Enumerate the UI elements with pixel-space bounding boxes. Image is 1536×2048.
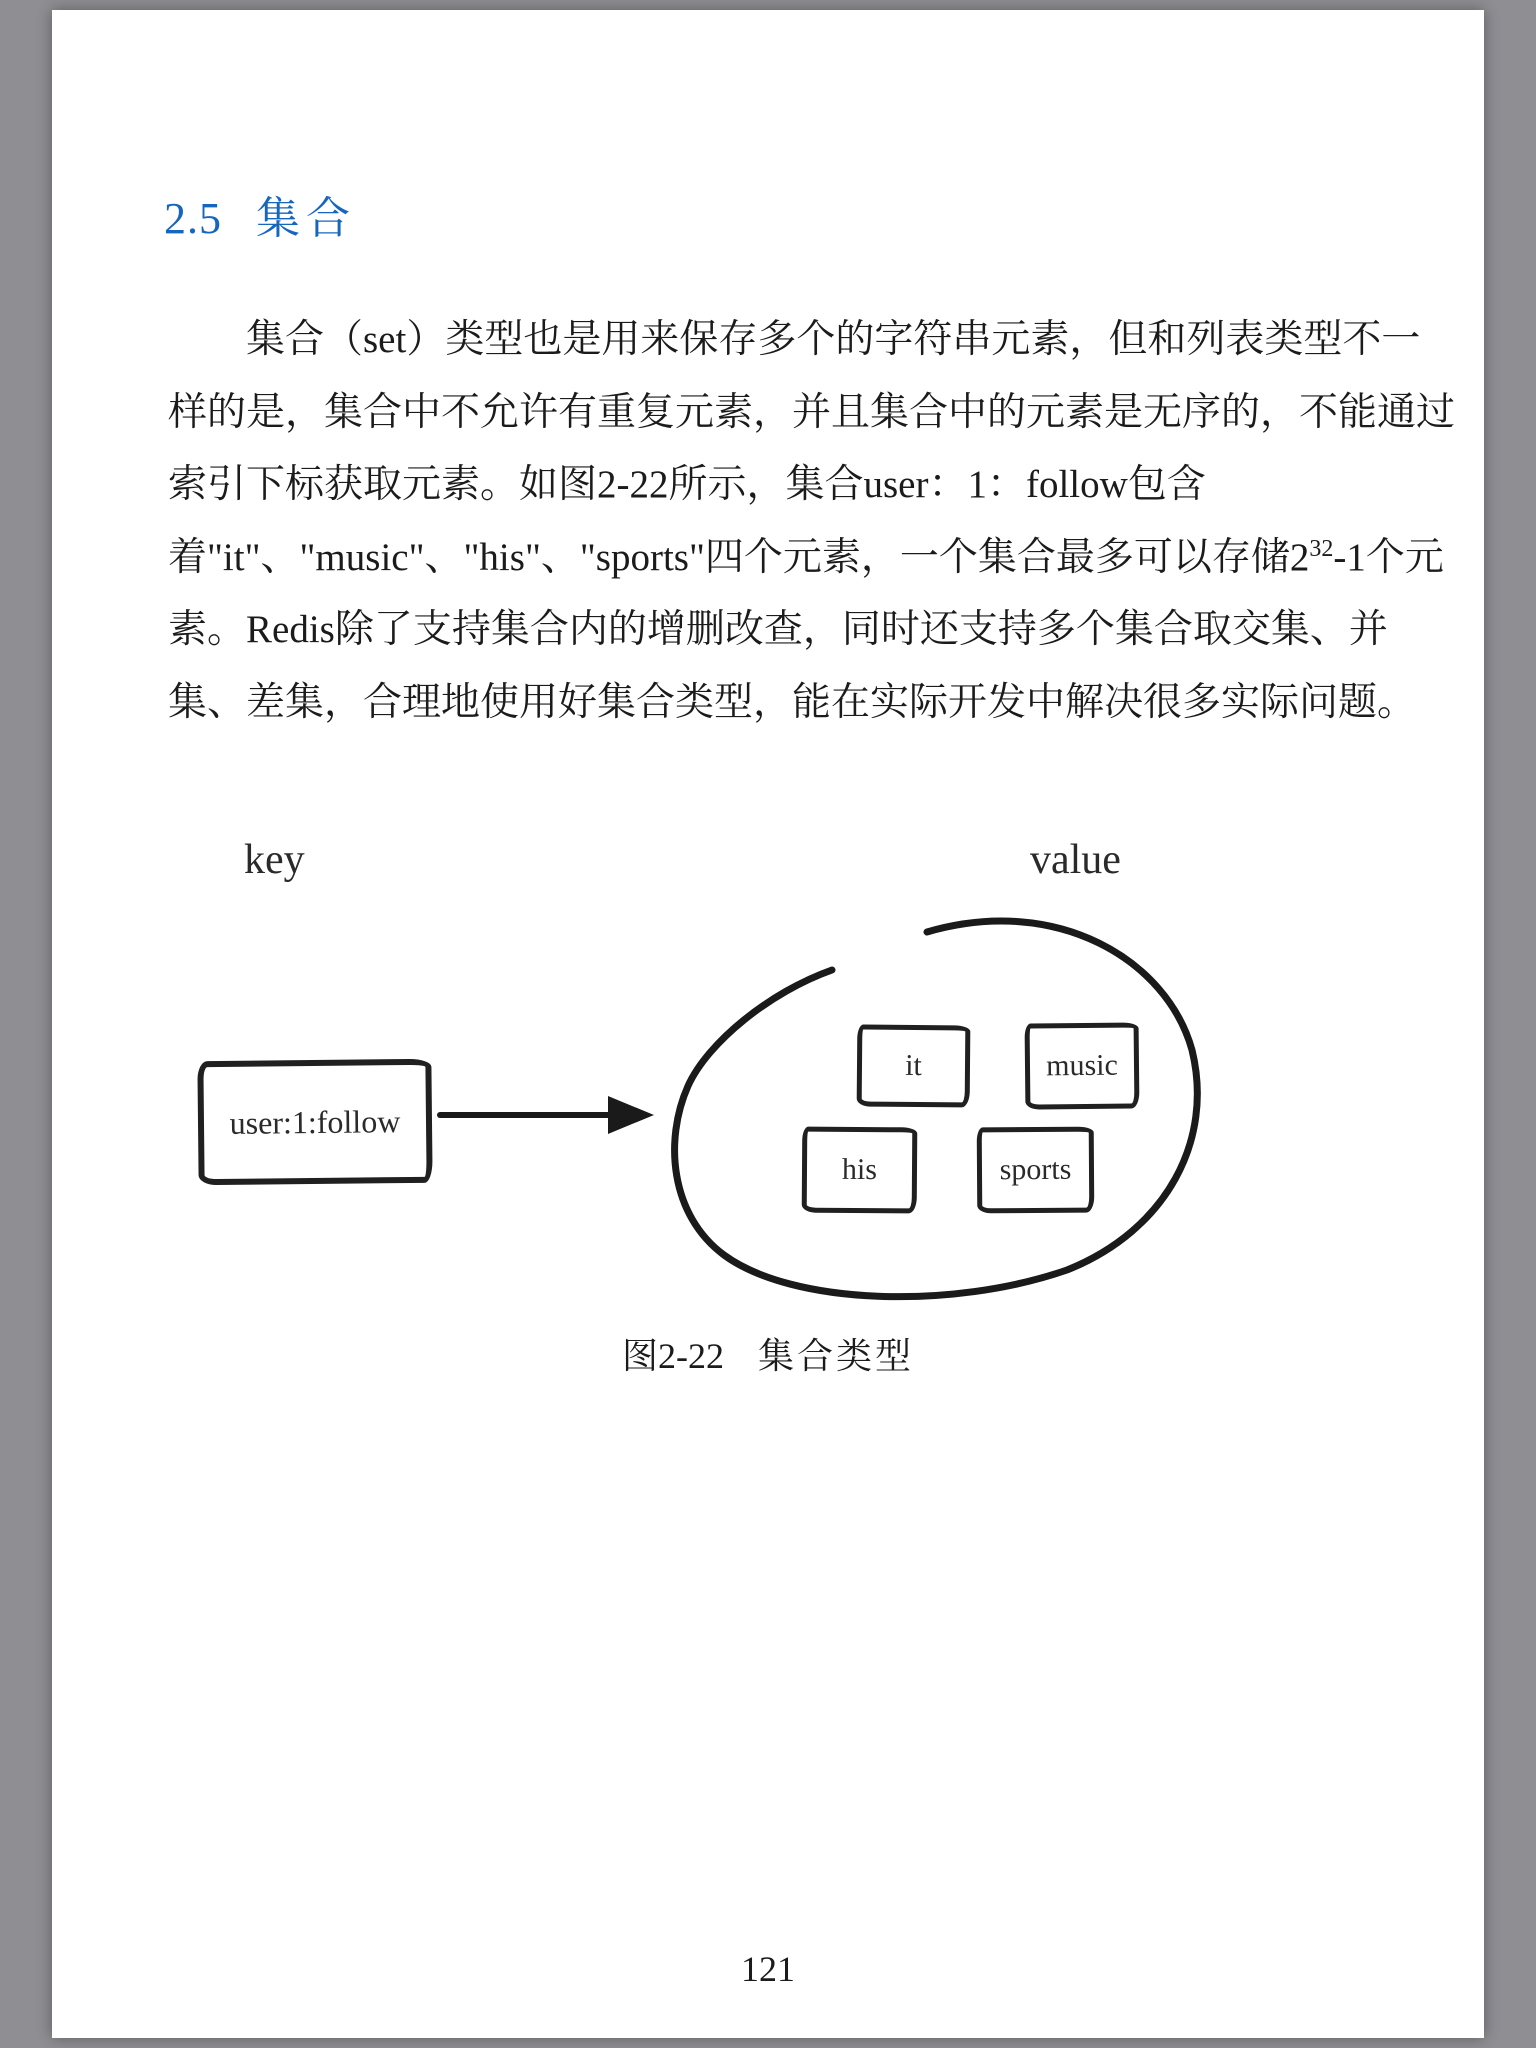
superscript-exponent: 32 xyxy=(1309,535,1334,562)
figure-value-label: value xyxy=(1030,837,1121,883)
figure-caption-number: 图2-22 xyxy=(621,1336,724,1376)
arrow-icon xyxy=(440,1096,654,1134)
key-box xyxy=(197,1059,432,1185)
figure-caption-title: 集合类型 xyxy=(757,1336,914,1376)
paragraph-line-segment: 着"it"、"music"、"his"、"sports"四个元素，一个集合最多可以存储2 xyxy=(168,535,1310,579)
set-member-box xyxy=(857,1025,971,1108)
paragraph-line-segment: -1个元 xyxy=(1333,535,1444,579)
set-member-label: music xyxy=(1045,1048,1118,1083)
section-number: 2.5 xyxy=(164,194,222,243)
body-paragraph xyxy=(168,304,1456,739)
set-member-box xyxy=(1025,1022,1140,1109)
paragraph-line: 集、差集，合理地使用好集合类型，能在实际开发中解决很多实际问题。 xyxy=(168,680,1417,724)
paragraph-line: 素。Redis除了支持集合内的增删改查，同时还支持多个集合取交集、并 xyxy=(168,608,1388,651)
section-title: 集合 xyxy=(256,194,356,243)
set-member-box xyxy=(977,1127,1095,1214)
paragraph-line: 集合（set）类型也是用来保存多个的字符串元素，但和列表类型不一 xyxy=(246,318,1421,361)
page-number: 121 xyxy=(741,1949,795,1989)
paragraph-line xyxy=(168,522,1444,595)
book-page xyxy=(52,10,1484,2038)
set-member-label: his xyxy=(841,1152,878,1187)
figure-key-label: key xyxy=(244,837,305,883)
figure-caption xyxy=(52,1328,1484,1379)
paragraph-line: 样的是，集合中不允许有重复元素，并且集合中的元素是无序的，不能通过 xyxy=(168,390,1456,434)
paragraph-line: 索引下标获取元素。如图2-22所示，集合user：1：follow包含 xyxy=(168,463,1206,506)
key-box-label: user:1:follow xyxy=(229,1102,401,1141)
set-member-box xyxy=(802,1127,918,1214)
set-member-label: sports xyxy=(999,1152,1072,1187)
set-member-label: it xyxy=(905,1048,922,1083)
set-boundary-blob xyxy=(675,921,1198,1297)
section-heading xyxy=(164,182,356,246)
